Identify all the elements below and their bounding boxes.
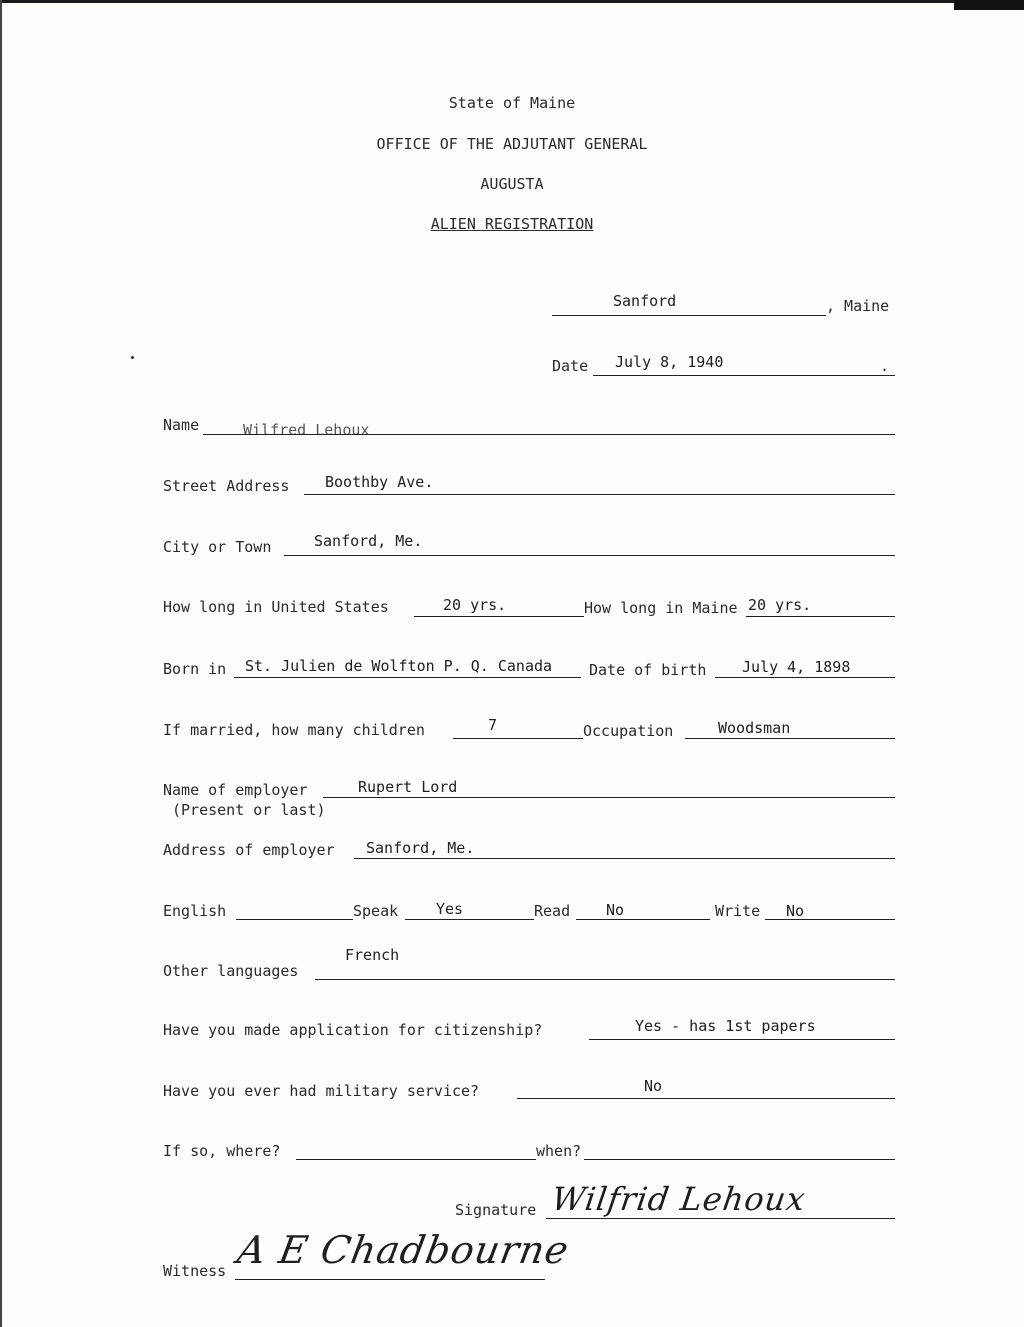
other-languages-value: French xyxy=(345,946,400,964)
maine-years-line xyxy=(746,616,895,617)
place-value: Sanford xyxy=(613,292,677,310)
scan-edge-top xyxy=(0,0,1024,3)
header-city: AUGUSTA xyxy=(480,175,544,193)
signature-label: Signature xyxy=(455,1201,537,1219)
us-years-label: How long in United States xyxy=(163,598,389,616)
us-years-line xyxy=(414,616,584,617)
children-label: If married, how many children xyxy=(163,721,425,739)
city-label: City or Town xyxy=(163,538,272,556)
city-value: Sanford, Me. xyxy=(314,532,423,550)
military-value: No xyxy=(644,1077,663,1095)
write-value: No xyxy=(786,902,805,920)
children-value: 7 xyxy=(488,716,498,734)
date-end: . xyxy=(880,357,890,375)
city-line xyxy=(284,555,895,556)
citizenship-line xyxy=(589,1039,895,1040)
maine-years-value: 20 yrs. xyxy=(748,596,812,614)
name-value: Wilfred Lehoux xyxy=(243,421,370,439)
born-line xyxy=(234,677,581,678)
employer-line xyxy=(323,797,895,798)
employer-address-value: Sanford, Me. xyxy=(366,839,475,857)
speak-label: Speak xyxy=(353,902,399,920)
us-years-value: 20 yrs. xyxy=(443,596,507,614)
signature-handwritten: Wilfrid Lehoux xyxy=(549,1180,809,1218)
dob-label: Date of birth xyxy=(589,661,707,679)
where-line xyxy=(296,1159,536,1160)
header-state: State of Maine xyxy=(448,94,576,112)
other-languages-line xyxy=(315,979,895,980)
english-line xyxy=(236,919,353,920)
military-line xyxy=(517,1098,895,1099)
citizenship-value: Yes - has 1st papers xyxy=(635,1017,816,1035)
dob-line xyxy=(715,677,895,678)
occupation-value: Woodsman xyxy=(718,719,791,737)
dob-value: July 4, 1898 xyxy=(742,658,851,676)
street-line xyxy=(304,494,895,495)
date-line xyxy=(593,375,895,376)
employer-address-label: Address of employer xyxy=(163,841,335,859)
employer-label: Name of employer xyxy=(163,781,308,799)
witness-label: Witness xyxy=(163,1262,227,1280)
occupation-label: Occupation xyxy=(583,722,674,740)
other-languages-label: Other languages xyxy=(163,962,299,980)
employer-address-line xyxy=(354,858,895,859)
children-line xyxy=(453,738,583,739)
read-value: No xyxy=(606,901,625,919)
where-label: If so, where? xyxy=(163,1142,281,1160)
speak-line xyxy=(405,919,534,920)
when-line xyxy=(584,1159,895,1160)
military-label: Have you ever had military service? xyxy=(163,1082,480,1100)
witness-handwritten: A E Chadbourne xyxy=(234,1228,573,1272)
when-label: when? xyxy=(536,1142,582,1160)
speak-value: Yes xyxy=(436,900,464,918)
scan-speck xyxy=(131,356,134,359)
english-label: English xyxy=(163,902,227,920)
name-label: Name xyxy=(163,416,200,434)
scan-edge-left xyxy=(0,0,2,1327)
header-office: OFFICE OF THE ADJUTANT GENERAL xyxy=(376,135,648,153)
place-line xyxy=(552,315,826,316)
citizenship-label: Have you made application for citizenship? xyxy=(163,1021,543,1039)
date-label: Date xyxy=(552,357,589,375)
witness-line xyxy=(235,1279,545,1280)
write-label: Write xyxy=(715,902,761,920)
born-label: Born in xyxy=(163,660,227,678)
employer-value: Rupert Lord xyxy=(358,778,458,796)
place-suffix: , Maine xyxy=(826,297,890,315)
signature-line xyxy=(546,1218,895,1219)
read-line xyxy=(576,919,710,920)
street-value: Boothby Ave. xyxy=(325,473,434,491)
employer-sublabel: (Present or last) xyxy=(172,801,326,819)
maine-years-label: How long in Maine xyxy=(584,599,738,617)
read-label: Read xyxy=(534,902,571,920)
form-title: ALIEN REGISTRATION xyxy=(430,215,594,233)
occupation-line xyxy=(685,738,895,739)
date-value: July 8, 1940 xyxy=(615,353,724,371)
write-line xyxy=(765,919,895,920)
street-label: Street Address xyxy=(163,477,290,495)
born-value: St. Julien de Wolfton P. Q. Canada xyxy=(245,657,553,675)
scan-edge-corner xyxy=(954,0,1024,10)
name-line xyxy=(203,434,895,435)
